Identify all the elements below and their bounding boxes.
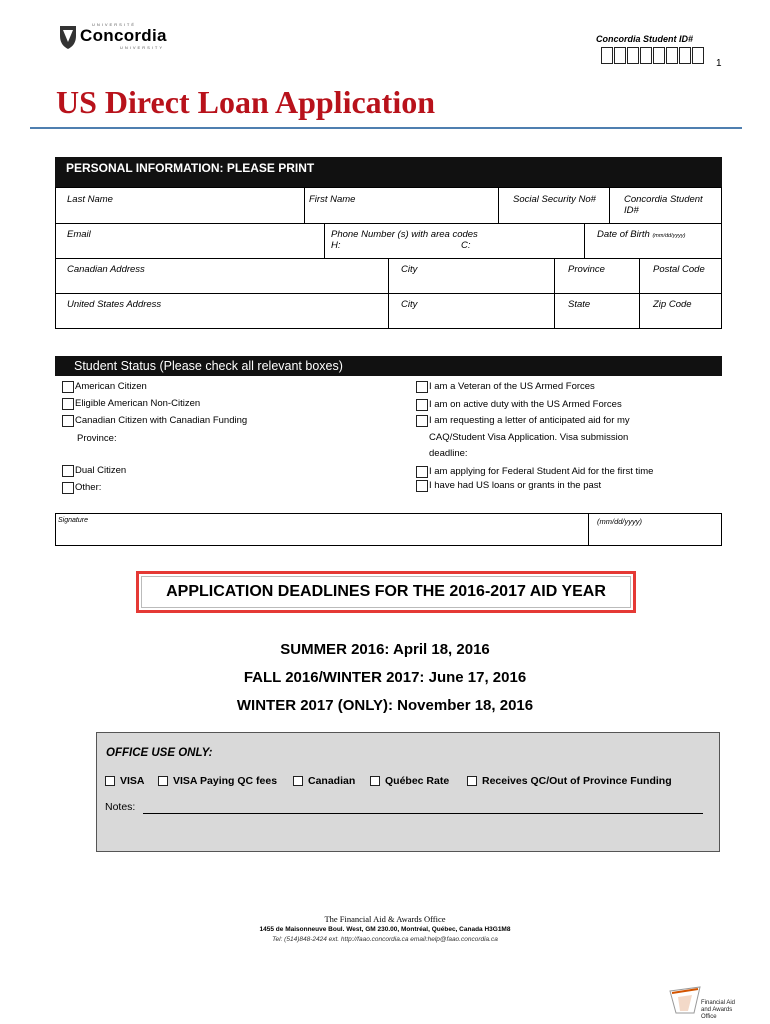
footer-address: 1455 de Maisonneuve Boul. West, GM 230.00, Montréal, Québec, Canada H3G1M8: [259, 926, 511, 933]
winter-deadline: WINTER 2017 (ONLY): November 18, 2016: [236, 697, 534, 714]
postal-code-field[interactable]: Postal Code: [653, 264, 705, 275]
faao-logo-line1: Financial Aid: [701, 1000, 736, 1006]
student-status-heading: Student Status (Please check all relevant boxes): [55, 356, 722, 376]
other-checkbox[interactable]: Other:: [62, 482, 101, 494]
caq-text: CAQ/Student Visa Application. Visa submission: [429, 432, 629, 443]
footer-office: The Financial Aid & Awards Office: [324, 914, 446, 924]
anticipated-aid-checkbox[interactable]: I am requesting a letter of anticipated aid for my: [416, 415, 630, 427]
faao-logo-line2: and Awards Office: [701, 1007, 733, 1020]
page-number: 1: [716, 58, 722, 69]
american-citizen-checkbox[interactable]: American Citizen: [62, 381, 147, 393]
province-label: Province:: [77, 433, 117, 444]
student-id-label: Concordia Student ID#: [596, 34, 694, 44]
signature-date-field[interactable]: (mm/dd/yyyy): [597, 517, 642, 526]
deadline-text: deadline:: [429, 448, 468, 459]
zip-code-field[interactable]: Zip Code: [653, 299, 692, 310]
receives-funding-checkbox[interactable]: Receives QC/Out of Province Funding: [467, 775, 672, 787]
dual-citizen-checkbox[interactable]: Dual Citizen: [62, 465, 126, 477]
student-id-boxes[interactable]: [601, 47, 705, 64]
notes-label: Notes:: [105, 801, 136, 813]
faao-logo: [668, 983, 748, 1020]
page-title: US Direct Loan Application: [56, 84, 435, 120]
signature-field[interactable]: Signature: [58, 517, 88, 524]
canadian-city-field[interactable]: City: [401, 264, 418, 275]
deadlines-banner: [136, 571, 636, 613]
eligible-non-citizen-checkbox[interactable]: Eligible American Non-Citizen: [62, 398, 200, 410]
first-name-field[interactable]: First Name: [309, 194, 356, 205]
office-use-box: [96, 732, 720, 852]
phone-field[interactable]: Phone Number (s) with area codes H: C:: [331, 229, 478, 251]
visa-qc-checkbox[interactable]: VISA Paying QC fees: [158, 775, 277, 787]
logo-name: Concordia: [80, 26, 167, 45]
email-field[interactable]: Email: [67, 229, 91, 240]
province-field[interactable]: Province: [568, 264, 605, 275]
visa-checkbox[interactable]: VISA: [105, 775, 145, 787]
faao-mark-icon: [668, 985, 702, 1015]
concordia-logo: [58, 22, 178, 54]
quebec-rate-checkbox[interactable]: Québec Rate: [370, 775, 449, 787]
us-address-field[interactable]: United States Address: [67, 299, 162, 310]
veteran-checkbox[interactable]: I am a Veteran of the US Armed Forces: [416, 381, 595, 393]
deadlines-heading: APPLICATION DEADLINES FOR THE 2016-2017 AID YEAR: [166, 583, 606, 600]
summer-deadline: SUMMER 2016: April 18, 2016: [280, 641, 490, 658]
first-time-checkbox[interactable]: I am applying for Federal Student Aid for the first time: [416, 466, 653, 478]
dob-field[interactable]: Date of Birth (mm/dd/yyyy): [597, 229, 686, 240]
personal-info-heading: PERSONAL INFORMATION: PLEASE PRINT: [55, 157, 722, 187]
fall-winter-deadline: FALL 2016/WINTER 2017: June 17, 2016: [243, 669, 527, 686]
title-divider: [30, 127, 742, 129]
signature-box: [55, 513, 722, 546]
canadian-office-checkbox[interactable]: Canadian: [293, 775, 355, 787]
last-name-field[interactable]: Last Name: [67, 194, 113, 205]
state-field[interactable]: State: [568, 299, 591, 310]
logo-university: UNIVERSITY: [120, 45, 165, 50]
had-loans-checkbox[interactable]: I have had US loans or grants in the past: [416, 480, 601, 492]
concordia-shield-icon: [58, 24, 78, 50]
us-city-field[interactable]: City: [401, 299, 418, 310]
student-status-grid: [55, 376, 722, 496]
concordia-id-field[interactable]: Concordia Student ID#: [624, 194, 703, 216]
notes-field[interactable]: [143, 813, 703, 814]
logo-universite: UNIVERSITÉ: [92, 22, 137, 27]
office-use-title: OFFICE USE ONLY:: [106, 747, 213, 759]
personal-info-grid: [55, 187, 722, 329]
canadian-citizen-checkbox[interactable]: Canadian Citizen with Canadian Funding: [62, 415, 247, 427]
footer-contact: Tel: (514)848-2424 ext. http://faao.concordia.ca email:help@faao.concordia.ca: [272, 936, 498, 943]
ssn-field[interactable]: Social Security No#: [513, 194, 596, 205]
canadian-address-field[interactable]: Canadian Address: [67, 264, 145, 275]
active-duty-checkbox[interactable]: I am on active duty with the US Armed Forces: [416, 399, 622, 411]
